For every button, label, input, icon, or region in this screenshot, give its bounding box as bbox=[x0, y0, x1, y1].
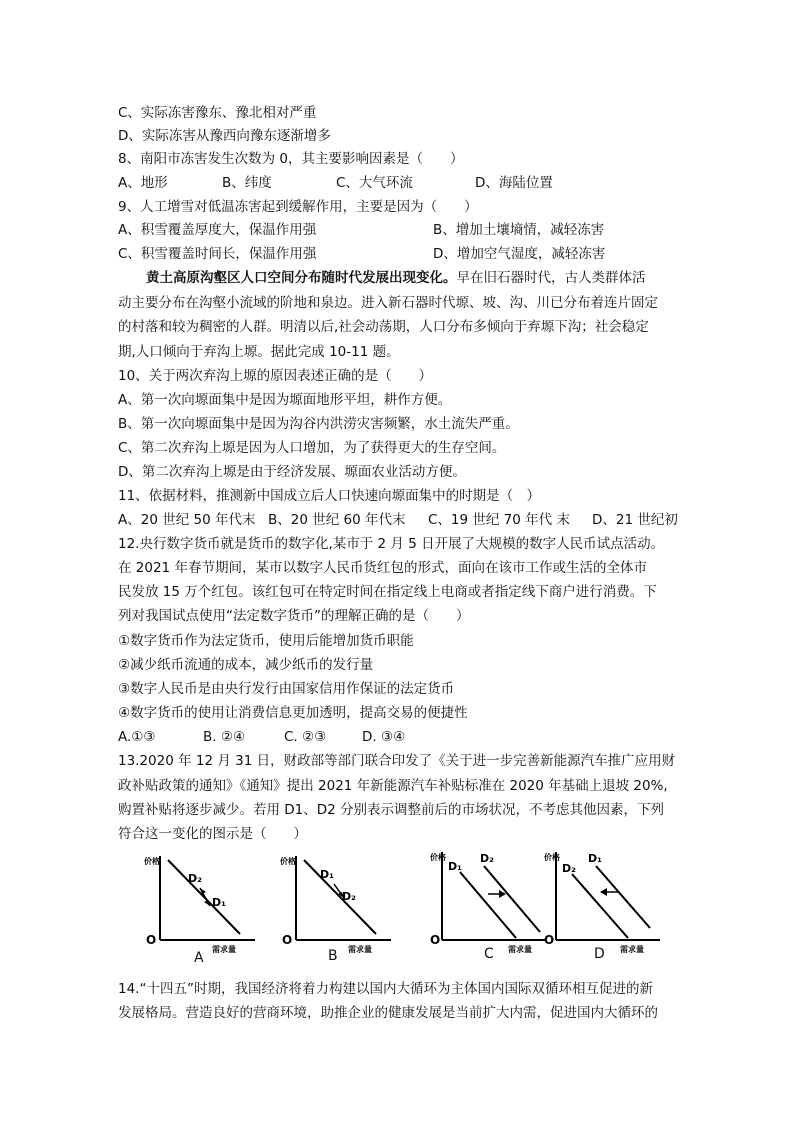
passage-line-1-rest: 早在旧石器时代，古人类群体活 bbox=[456, 270, 646, 286]
passage-line-3: 的村落和较为稠密的人群。明清以后,社会动荡期，人口分布多倾向于弃塬下沟；社会稳定 bbox=[118, 319, 649, 335]
origin-label: O bbox=[544, 933, 555, 947]
question-11: 11、依据材料，推测新中国成立后人口快速向塬面集中的时期是（ ） bbox=[118, 488, 541, 504]
figure-a bbox=[140, 848, 270, 968]
figure-c-label: C bbox=[484, 946, 494, 962]
q11-option-d: D、21 世纪初 bbox=[592, 512, 678, 528]
demand-curve-2 bbox=[484, 866, 540, 932]
q12-statement-1: ①数字货币作为法定货币，使用后能增加货币职能 bbox=[118, 633, 414, 649]
question-13-line-4: 符合这一变化的图示是（ ） bbox=[118, 826, 307, 842]
q10-option-b: B、第一次向塬面集中是因为沟谷内洪涝灾害频繁，水土流失严重。 bbox=[118, 416, 519, 432]
q10-option-c: C、第二次弃沟上塬是因为人口增加，为了获得更大的生存空间。 bbox=[118, 440, 506, 456]
q12-statement-2: ②减少纸币流通的成本，减少纸币的发行量 bbox=[118, 657, 374, 673]
question-13-line-1: 13.2020 年 12 月 31 日，财政部等部门联合印发了《关于进一步完善新能源汽车推广应用财 bbox=[118, 753, 676, 769]
q8-option-d: D、海陆位置 bbox=[475, 175, 553, 191]
question-12-line-4: 列对我国试点使用“法定数字货币”的理解正确的是（ ） bbox=[118, 608, 470, 624]
demand-curve-2 bbox=[572, 874, 628, 938]
q9-option-d: D、增加空气湿度，减轻冻害 bbox=[433, 246, 606, 262]
figure-b-label: B bbox=[328, 948, 338, 964]
q9-option-c: C、积雪覆盖时间长，保温作用强 bbox=[118, 246, 317, 262]
q12-statement-4: ④数字货币的使用让消费信息更加透明，提高交易的便捷性 bbox=[118, 705, 468, 721]
d1-label: D₁ bbox=[588, 852, 602, 865]
x-axis-label: 需求量 bbox=[348, 945, 372, 954]
d1-label: D₁ bbox=[448, 860, 462, 873]
demand-curve-1 bbox=[596, 866, 650, 928]
y-axis-label: 价格 bbox=[144, 857, 160, 866]
option-c-text: C、实际冻害豫东、豫北相对严重 bbox=[118, 105, 317, 121]
figure-d-label: D bbox=[594, 946, 605, 962]
question-14-line-2: 发展格局。营造良好的营商环境，助推企业的健康发展是当前扩大内需，促进国内大循环的 bbox=[118, 1005, 658, 1021]
figure-a-label: A bbox=[194, 950, 204, 966]
q12-option-a: A.①③ bbox=[118, 729, 156, 745]
question-10: 10、关于两次弃沟上塬的原因表述正确的是（ ） bbox=[118, 368, 433, 384]
x-axis-label: 需求量 bbox=[508, 945, 532, 954]
d2-label: D₂ bbox=[188, 872, 202, 885]
figure-b-svg bbox=[276, 848, 406, 968]
q9-option-a: A、积雪覆盖厚度大，保温作用强 bbox=[118, 222, 317, 238]
y-axis-label: 价格 bbox=[430, 853, 446, 862]
x-axis-label: 需求量 bbox=[620, 945, 644, 954]
q8-option-a: A、地形 bbox=[118, 175, 168, 191]
q8-option-c: C、大气环流 bbox=[336, 175, 413, 191]
demand-curve-1 bbox=[460, 872, 516, 938]
x-axis-label: 需求量 bbox=[212, 945, 236, 954]
figure-a-svg bbox=[140, 848, 270, 968]
q12-option-c: C. ②③ bbox=[284, 729, 327, 745]
d2-label: D₂ bbox=[342, 890, 356, 903]
question-13-line-2: 政补贴政策的通知》《通知》提出 2021 年新能源汽车补贴标准在 2020 年基础上退坡 20%, bbox=[118, 778, 668, 794]
question-12-line-3: 民发放 15 万个红包。该红包可在特定时间在指定线上电商或者指定线下商户进行消费。下 bbox=[118, 584, 657, 600]
y-axis-label: 价格 bbox=[280, 857, 296, 866]
q11-option-a: A、20 世纪 50 年代末 bbox=[118, 512, 256, 528]
passage-line-2: 动主要分布在沟壑小流域的阶地和泉边。进入新石器时代塬、坡、沟、川已分布着连片固定 bbox=[118, 295, 658, 311]
q11-option-c: C、19 世纪 70 年代 末 bbox=[428, 512, 570, 528]
demand-curve bbox=[304, 860, 376, 934]
passage-line-1 bbox=[146, 267, 646, 289]
q9-option-b: B、增加土壤墒情，减轻冻害 bbox=[433, 222, 605, 238]
question-8: 8、南阳市冻害发生次数为 0，其主要影响因素是（ ） bbox=[118, 151, 464, 167]
option-d-text: D、实际冻害从豫西向豫东逐渐增多 bbox=[118, 128, 331, 144]
arrow-head bbox=[600, 888, 607, 896]
passage-line-4: 期,人口倾向于弃沟上塬。据此完成 10-11 题。 bbox=[118, 344, 400, 360]
q8-option-b: B、纬度 bbox=[222, 175, 272, 191]
passage-bold-lead: 黄土高原沟壑区人口空间分布随时代发展出现变化。 bbox=[146, 270, 457, 286]
d1-label: D₁ bbox=[320, 868, 334, 881]
q12-option-d: D. ③④ bbox=[362, 729, 406, 745]
figure-b bbox=[276, 848, 406, 968]
question-13-line-3: 购置补贴将逐步减少。若用 D1、D2 分别表示调整前后的市场状况，不考虑其他因素，下列 bbox=[118, 802, 665, 818]
figure-d-svg bbox=[542, 848, 672, 968]
question-14-line-1: 14.“十四五”时期，我国经济将着力构建以国内大循环为主体国内国际双循环相互促进的新 bbox=[118, 981, 653, 997]
origin-label: O bbox=[282, 933, 293, 947]
demand-curve bbox=[168, 860, 240, 934]
question-12-line-2: 在 2021 年春节期间，某市以数字人民币货红包的形式，面向在该市工作或生活的全体市 bbox=[118, 560, 647, 576]
d1-label: D₁ bbox=[212, 896, 226, 909]
origin-label: O bbox=[430, 933, 441, 947]
figure-c bbox=[428, 848, 558, 968]
y-axis-label: 价格 bbox=[544, 853, 560, 862]
d2-label: D₂ bbox=[480, 852, 494, 865]
q10-option-d: D、第二次弃沟上塬是由于经济发展、塬面农业活动方便。 bbox=[118, 464, 466, 480]
figure-d bbox=[542, 848, 672, 968]
question-9: 9、人工增雪对低温冻害起到缓解作用，主要是因为（ ） bbox=[118, 199, 478, 215]
d2-label: D₂ bbox=[562, 862, 576, 875]
origin-label: O bbox=[146, 933, 157, 947]
question-12-line-1: 12.央行数字货币就是货币的数字化,某市于 2 月 5 日开展了大规模的数字人民币试点活动。 bbox=[118, 536, 665, 552]
q12-statement-3: ③数字人民币是由央行发行由国家信用作保证的法定货币 bbox=[118, 681, 455, 697]
q10-option-a: A、第一次向塬面集中是因为塬面地形平坦，耕作方便。 bbox=[118, 392, 452, 408]
q11-option-b: B、20 世纪 60 年代末 bbox=[268, 512, 406, 528]
q12-option-b: B. ②④ bbox=[203, 729, 246, 745]
